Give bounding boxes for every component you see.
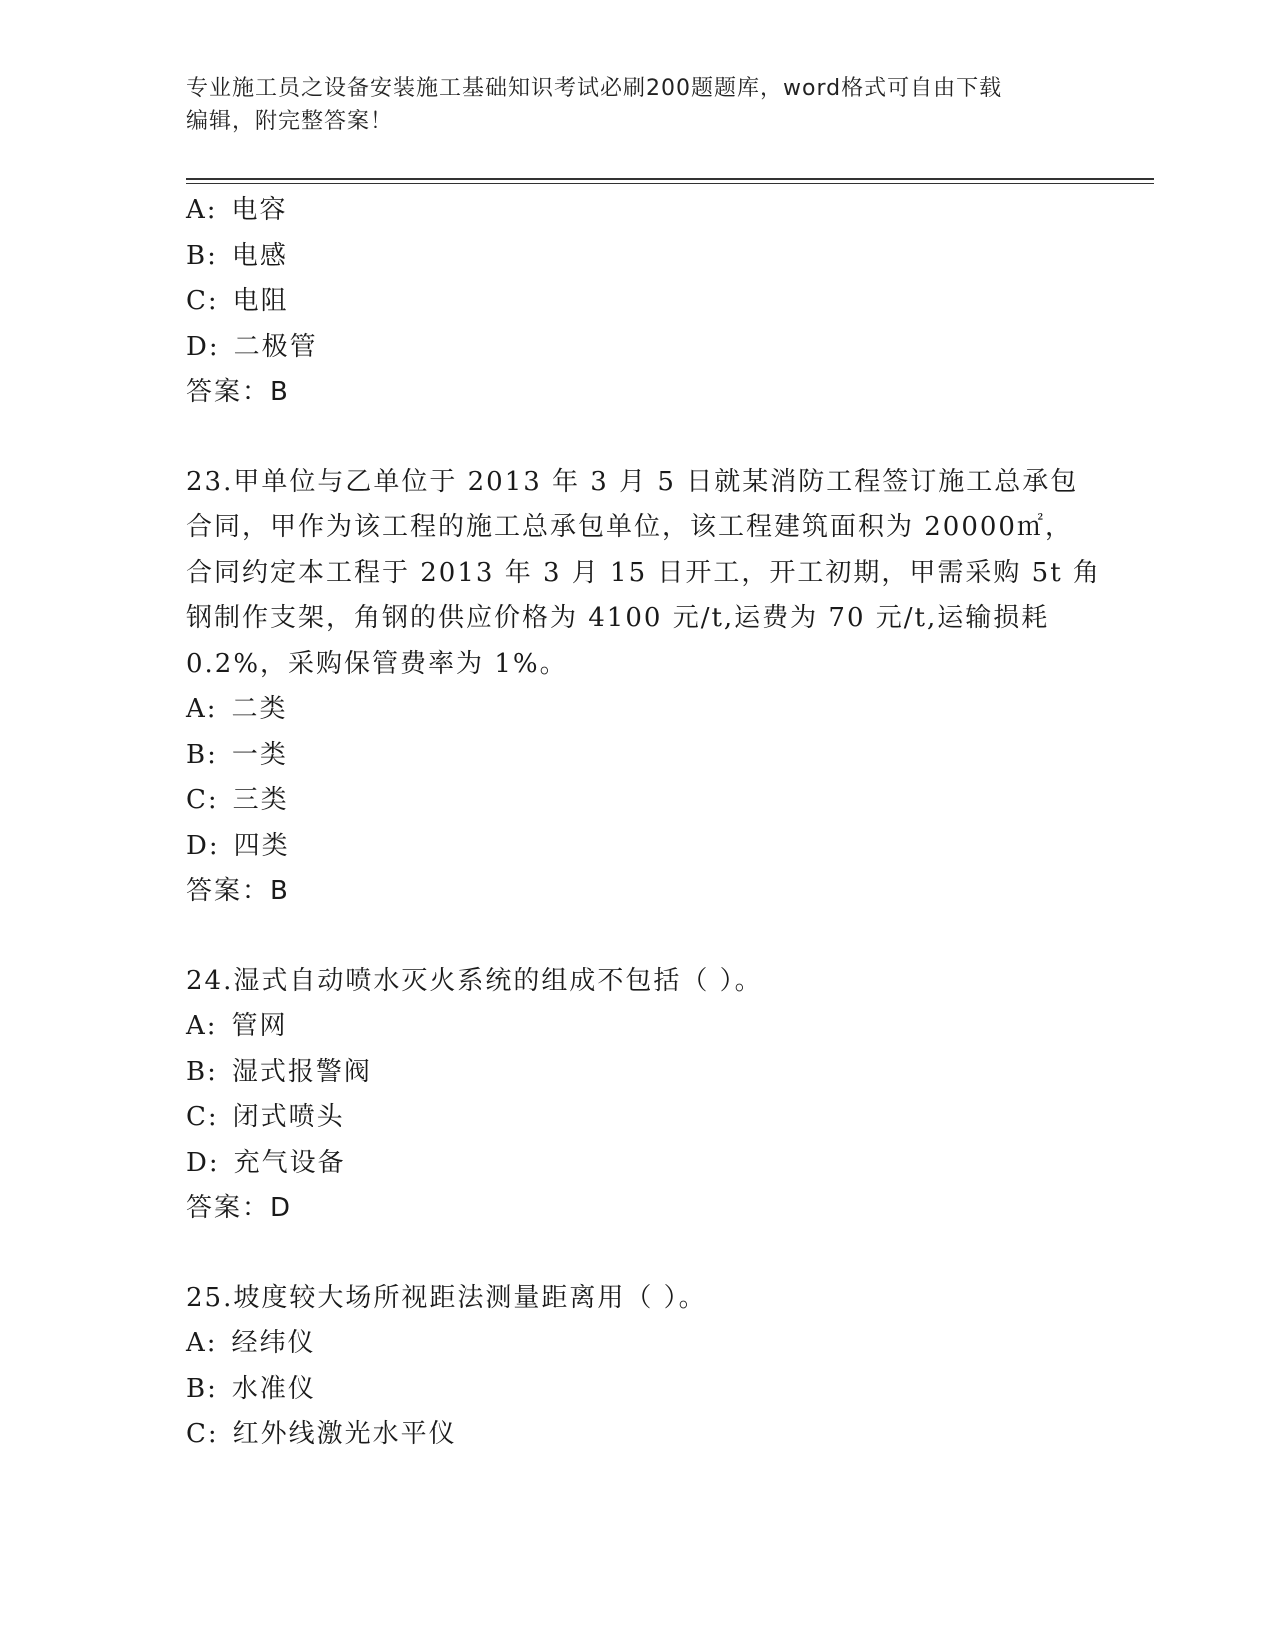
option-d: D: 二极管: [186, 331, 318, 362]
question-stem: 25.坡度较大场所视距法测量距离用（ ）。: [186, 1282, 707, 1313]
question-stem-line: 合同，甲作为该工程的施工总承包单位，该工程建筑面积为 20000㎡，: [186, 512, 1073, 542]
question-25: [186, 1276, 1086, 1458]
header-title-line-2: 编辑，附完整答案！: [186, 109, 394, 134]
option-b: B: 电感: [186, 240, 288, 271]
option-c: C: 闭式喷头: [186, 1102, 345, 1132]
header-divider-thin: [186, 183, 1154, 184]
option-a: A: 经纬仪: [186, 1328, 316, 1358]
question-list: [186, 188, 1101, 1458]
question-stem-line: 0.2%，采购保管费率为 1%。: [186, 648, 568, 679]
question-24: [186, 959, 1086, 1232]
question-stem-line: 合同约定本工程于 2013 年 3 月 15 日开工，开工初期，甲需采购 5t 角: [186, 557, 1101, 588]
header-divider-thick: [186, 178, 1154, 180]
option-b: B: 水准仪: [186, 1373, 316, 1404]
answer-line: 答案：D: [186, 1193, 293, 1223]
option-c: C: 电阻: [186, 286, 289, 316]
answer-line: 答案：B: [186, 876, 290, 906]
option-a: A: 电容: [186, 195, 288, 225]
option-b: B: 一类: [186, 739, 288, 770]
question-stem: 24.湿式自动喷水灭火系统的组成不包括（ ）。: [186, 965, 763, 996]
option-d: D: 四类: [186, 830, 290, 861]
option-b: B: 湿式报警阀: [186, 1056, 372, 1087]
option-a: A: 二类: [186, 694, 288, 724]
option-c: C: 三类: [186, 785, 289, 815]
question-23: [186, 460, 1101, 915]
answer-line: 答案：B: [186, 377, 290, 407]
option-c: C: 红外线激光水平仪: [186, 1419, 457, 1449]
document-header: [186, 72, 1086, 138]
question-stem-line: 钢制作支架，角钢的供应价格为 4100 元/t,运费为 70 元/t,运输损耗: [186, 603, 1050, 633]
header-title-line-1: 专业施工员之设备安装施工基础知识考试必刷200题题库，word格式可自由下载: [186, 76, 1003, 101]
question-22: [186, 188, 1086, 416]
question-stem-line: 23.甲单位与乙单位于 2013 年 3 月 5 日就某消防工程签订施工总承包: [186, 466, 1079, 497]
option-d: D: 充气设备: [186, 1147, 346, 1178]
option-a: A: 管网: [186, 1011, 288, 1041]
